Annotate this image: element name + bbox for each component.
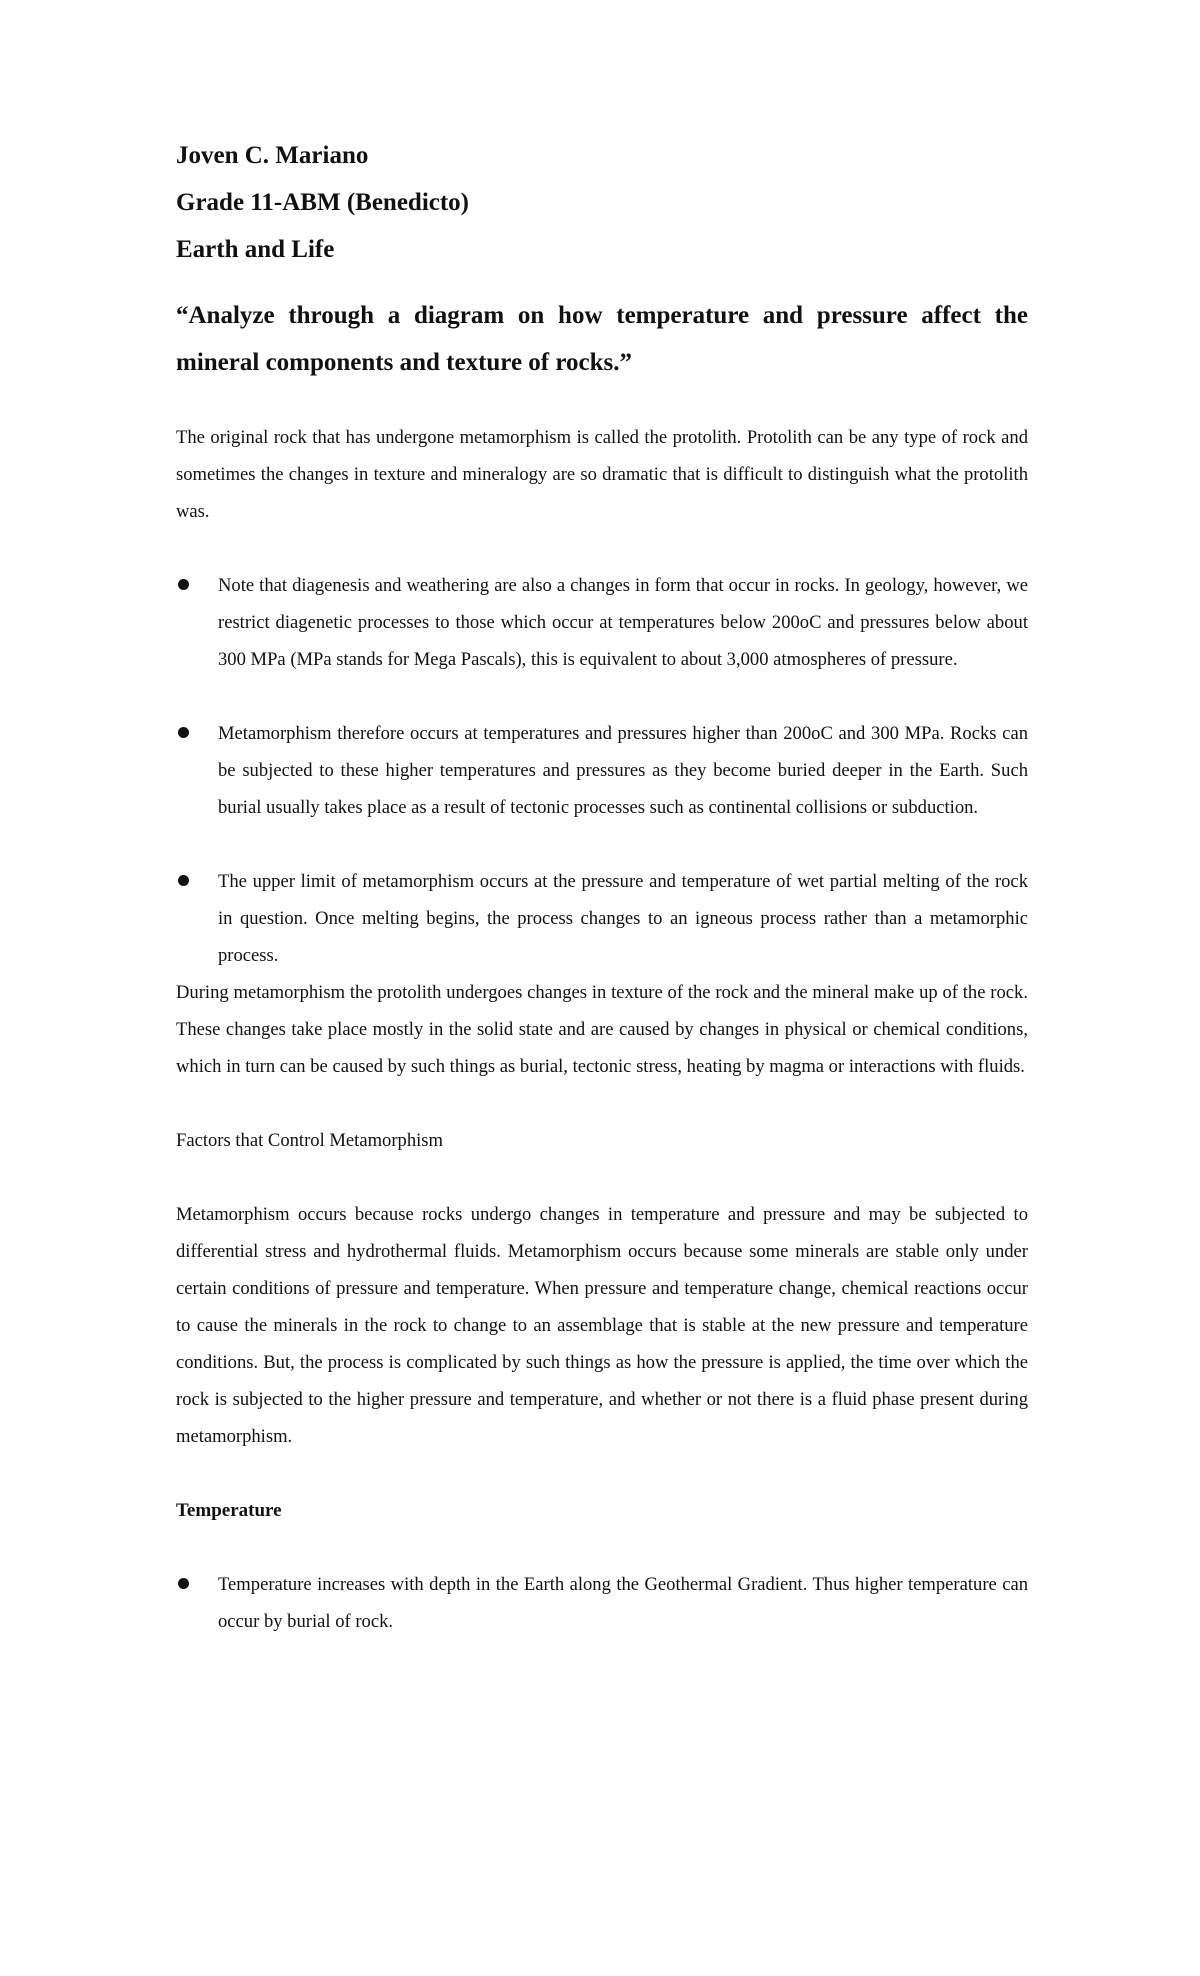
document-header (176, 140, 1028, 266)
bullet-icon (178, 1578, 189, 1589)
bullet-text: Temperature increases with depth in the Earth along the Geothermal Gradient. Thus higher temperature can occur by burial of rock. (218, 1574, 1028, 1632)
document-page (176, 140, 1028, 1640)
bullet-item (176, 567, 1028, 678)
grade-section: Grade 11-ABM (Benedicto) (176, 189, 470, 216)
bullet-icon (178, 875, 189, 886)
bullet-text: Metamorphism therefore occurs at temperatures and pressures higher than 200oC and 300 MPa. Rocks can be subjected to these higher temperatures and pressures as they become buried deeper in the Earth. Such burial usually takes place as a result of tectonic processes such as continental collisions or subduction. (218, 723, 1028, 818)
bullet-item (176, 1566, 1028, 1640)
subject-title: Earth and Life (176, 236, 335, 263)
factors-paragraph: Metamorphism occurs because rocks undergo changes in temperature and pressure and may be subjected to differential stress and hydrothermal fluids. Metamorphism occurs because some minerals are stable only under certain conditions of pressure and temperature. When pressure and temperature change, chemical reactions occur to cause the minerals in the rock to change to an assemblage that is stable at the new pressure and temperature conditions. But, the process is complicated by such things as how the pressure is applied, the time over which the rock is subjected to the higher pressure and temperature, and whether or not there is a fluid phase present during metamorphism. (176, 1204, 1028, 1447)
bullet-text: Note that diagenesis and weathering are also a changes in form that occur in rocks. In geology, however, we restrict diagenetic processes to those which occur at temperatures below 200oC and pressures below about 300 MPa (MPa stands for Mega Pascals), this is equivalent to about 3,000 atmospheres of pressure. (218, 575, 1028, 670)
author-name: Joven C. Mariano (176, 142, 369, 169)
bullet-icon (178, 579, 189, 590)
factors-heading: Factors that Control Metamorphism (176, 1130, 443, 1151)
intro-paragraph: The original rock that has undergone metamorphism is called the protolith. Protolith can be any type of rock and sometimes the changes in texture and mineralogy are so dramatic that is difficult to distinguish what the protolith was. (176, 427, 1028, 522)
bullet-icon (178, 727, 189, 738)
bullet-item (176, 863, 1028, 974)
assignment-title: “Analyze through a diagram on how temperature and pressure affect the mineral components and texture of rocks.” (176, 302, 1028, 376)
bullet-text: The upper limit of metamorphism occurs at the pressure and temperature of wet partial melting of the rock in question. Once melting begins, the process changes to an igneous process rather than a metamorphic process. (218, 871, 1028, 966)
temperature-heading: Temperature (176, 1500, 282, 1521)
bullet-item (176, 715, 1028, 826)
during-metamorphism-paragraph: During metamorphism the protolith undergoes changes in texture of the rock and the mineral make up of the rock. These changes take place mostly in the solid state and are caused by changes in physical or chemical conditions, which in turn can be caused by such things as burial, tectonic stress, heating by magma or interactions with fluids. (176, 982, 1028, 1077)
